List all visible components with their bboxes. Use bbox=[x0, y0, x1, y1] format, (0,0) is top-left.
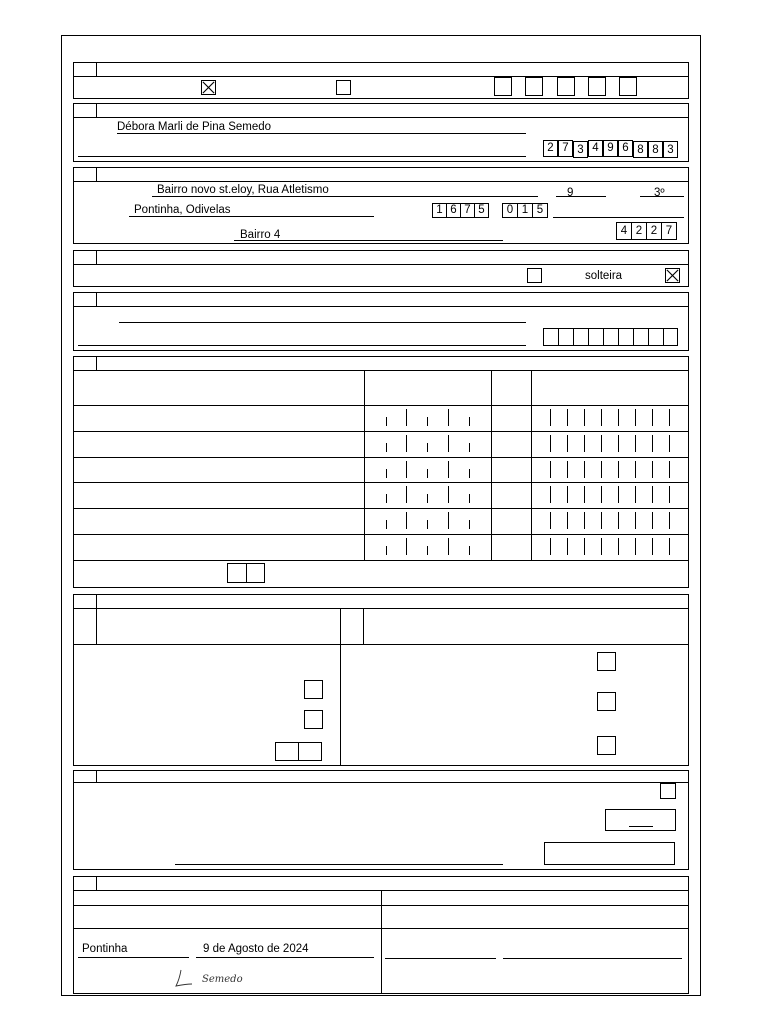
civil-status-checkbox-checked[interactable] bbox=[665, 268, 680, 283]
nif-box-divider bbox=[652, 512, 653, 529]
right-option-checkbox-3[interactable] bbox=[597, 736, 616, 755]
nif-box-divider bbox=[635, 409, 636, 426]
date-tick bbox=[469, 494, 470, 503]
nif-box-divider bbox=[584, 409, 585, 426]
nif-box-divider bbox=[635, 512, 636, 529]
postal-suffix-boxes[interactable] bbox=[502, 203, 548, 218]
col-divider bbox=[96, 609, 97, 645]
box-divider bbox=[573, 329, 574, 345]
nif-box-divider bbox=[550, 512, 551, 529]
postal-suffix-digit: 1 bbox=[517, 203, 533, 218]
nif-box-divider bbox=[652, 538, 653, 555]
locality-line bbox=[129, 216, 374, 217]
section-7-number-cell bbox=[74, 595, 97, 608]
date-tick bbox=[469, 443, 470, 452]
nif-box-divider bbox=[652, 461, 653, 478]
nif-box-divider bbox=[584, 435, 585, 452]
nif-box-divider bbox=[618, 512, 619, 529]
box-divider bbox=[633, 329, 634, 345]
date-tick bbox=[427, 494, 428, 503]
date-tick bbox=[406, 538, 407, 555]
date-tick bbox=[386, 494, 387, 503]
date-tick bbox=[448, 486, 449, 503]
date-tick bbox=[448, 435, 449, 452]
nif-box-divider bbox=[669, 486, 670, 503]
nif-box-divider bbox=[584, 512, 585, 529]
nif-digit: 2 bbox=[543, 140, 558, 157]
section-9-number-cell bbox=[74, 877, 97, 890]
nif-box-divider bbox=[550, 538, 551, 555]
area-value: Bairro 4 bbox=[240, 229, 281, 241]
section-6-number-cell bbox=[74, 357, 97, 370]
signature-date: 9 de Agosto de 2024 bbox=[203, 943, 309, 955]
col-divider bbox=[340, 609, 341, 765]
section-8-number-cell bbox=[74, 771, 97, 782]
date-tick bbox=[427, 520, 428, 529]
nif-digit: 8 bbox=[633, 141, 648, 158]
option-checkbox-empty[interactable] bbox=[336, 80, 351, 95]
nif-box-divider bbox=[669, 538, 670, 555]
section-5-number-cell bbox=[74, 293, 97, 306]
nif-box-divider bbox=[567, 409, 568, 426]
nif-digit: 4 bbox=[588, 140, 603, 157]
col-divider bbox=[363, 609, 364, 645]
area-code-boxes[interactable] bbox=[616, 222, 678, 240]
section-8-line bbox=[175, 864, 503, 865]
code-box-2[interactable] bbox=[525, 77, 543, 96]
second-line bbox=[78, 156, 526, 157]
date-tick bbox=[448, 512, 449, 529]
date-and-nif-ticks bbox=[74, 371, 688, 561]
box-divider bbox=[618, 329, 619, 345]
nif-digit-boxes[interactable] bbox=[543, 140, 678, 158]
date-tick bbox=[406, 461, 407, 478]
row-line bbox=[74, 905, 688, 906]
section-8-wide-field[interactable] bbox=[544, 842, 675, 865]
door-number-value: 9 bbox=[567, 187, 574, 199]
name-value: Débora Marli de Pina Semedo bbox=[117, 121, 272, 133]
postal-code-boxes[interactable] bbox=[432, 203, 492, 218]
nif-box-divider bbox=[635, 538, 636, 555]
section-9-header bbox=[73, 876, 689, 891]
civil-status-label: solteira bbox=[585, 270, 623, 282]
nif-box-divider bbox=[550, 409, 551, 426]
postal-digit: 7 bbox=[460, 203, 475, 218]
area-code-digit: 7 bbox=[661, 222, 677, 240]
date-tick bbox=[448, 538, 449, 555]
area-code-digit: 2 bbox=[646, 222, 662, 240]
left-option-checkbox-2[interactable] bbox=[304, 710, 323, 729]
nif-box-divider bbox=[567, 461, 568, 478]
nif-box-divider bbox=[601, 486, 602, 503]
nif-box-divider bbox=[601, 512, 602, 529]
left-count-boxes[interactable] bbox=[275, 742, 322, 761]
code-box-1[interactable] bbox=[494, 77, 512, 96]
nif-box-divider bbox=[669, 435, 670, 452]
nif-digit: 8 bbox=[648, 141, 663, 158]
section-4-number-cell bbox=[74, 251, 97, 264]
dependents-count-boxes[interactable] bbox=[227, 563, 265, 583]
nif-box-divider bbox=[601, 538, 602, 555]
nif-box-divider bbox=[550, 435, 551, 452]
box-divider bbox=[298, 743, 299, 760]
nif-box-divider bbox=[567, 486, 568, 503]
section-2-header bbox=[73, 103, 689, 118]
section-3-number-cell bbox=[74, 168, 97, 181]
date-tick bbox=[386, 546, 387, 555]
right-option-checkbox-2[interactable] bbox=[597, 692, 616, 711]
code-box-4[interactable] bbox=[588, 77, 606, 96]
right-sign-line-2 bbox=[503, 958, 682, 959]
nif-box-divider bbox=[669, 461, 670, 478]
postal-digit: 1 bbox=[432, 203, 447, 218]
section-5-header bbox=[73, 292, 689, 307]
nif-box-divider bbox=[601, 409, 602, 426]
locality-value: Pontinha, Odivelas bbox=[134, 204, 231, 216]
spouse-second-line bbox=[78, 345, 526, 346]
nif-digit: 6 bbox=[618, 140, 633, 157]
row-line bbox=[74, 928, 688, 929]
date-tick bbox=[386, 520, 387, 529]
nif-box-divider bbox=[652, 486, 653, 503]
area-code-digit: 4 bbox=[616, 222, 632, 240]
nif-digit: 9 bbox=[603, 140, 618, 157]
area-line bbox=[234, 240, 503, 241]
signature-date-line bbox=[196, 957, 374, 958]
section-3-header bbox=[73, 167, 689, 182]
section-9-body bbox=[73, 890, 689, 994]
section-1-number-cell bbox=[74, 63, 97, 76]
field-underline bbox=[629, 826, 653, 827]
date-tick bbox=[406, 512, 407, 529]
section-8-small-field[interactable] bbox=[605, 809, 676, 831]
date-tick bbox=[406, 409, 407, 426]
postal-digit: 5 bbox=[474, 203, 489, 218]
nif-box-divider bbox=[618, 409, 619, 426]
nif-box-divider bbox=[567, 538, 568, 555]
nif-digit: 3 bbox=[663, 141, 678, 158]
section-8-checkbox[interactable] bbox=[660, 783, 676, 799]
date-tick bbox=[427, 469, 428, 478]
street-line bbox=[152, 196, 538, 197]
nif-box-divider bbox=[584, 486, 585, 503]
nif-box-divider bbox=[550, 486, 551, 503]
nif-box-divider bbox=[567, 435, 568, 452]
nif-box-divider bbox=[618, 538, 619, 555]
code-box-3[interactable] bbox=[557, 77, 575, 96]
col-divider bbox=[381, 891, 382, 993]
date-tick bbox=[386, 469, 387, 478]
section-2-number-cell bbox=[74, 104, 97, 117]
dependents-table bbox=[73, 370, 689, 588]
date-tick bbox=[427, 417, 428, 426]
postal-digit: 6 bbox=[446, 203, 461, 218]
date-tick bbox=[386, 417, 387, 426]
postal-suffix-digit: 0 bbox=[502, 203, 518, 218]
signature-place: Pontinha bbox=[82, 943, 128, 955]
box-divider bbox=[246, 564, 247, 582]
box-divider bbox=[558, 329, 559, 345]
date-tick bbox=[448, 409, 449, 426]
nif-box-divider bbox=[652, 435, 653, 452]
date-tick bbox=[406, 435, 407, 452]
box-divider bbox=[648, 329, 649, 345]
section-1-header bbox=[73, 62, 689, 77]
nif-box-divider bbox=[669, 512, 670, 529]
nif-box-divider bbox=[584, 461, 585, 478]
nif-box-divider bbox=[584, 538, 585, 555]
right-sign-line-1 bbox=[385, 958, 496, 959]
nif-box-divider bbox=[601, 461, 602, 478]
section-4-header bbox=[73, 250, 689, 265]
nif-box-divider bbox=[601, 435, 602, 452]
street-value: Bairro novo st.eloy, Rua Atletismo bbox=[157, 184, 329, 196]
door-number-line bbox=[556, 196, 606, 197]
postal-suffix-digit: 5 bbox=[532, 203, 548, 218]
section-7-header bbox=[73, 594, 689, 609]
code-box-5[interactable] bbox=[619, 77, 637, 96]
svg-text:Semedo: Semedo bbox=[202, 974, 243, 985]
right-option-checkbox-1[interactable] bbox=[597, 652, 616, 671]
nif-box-divider bbox=[652, 409, 653, 426]
row-line bbox=[74, 644, 688, 645]
civil-status-checkbox-empty[interactable] bbox=[527, 268, 542, 283]
box-divider bbox=[663, 329, 664, 345]
option-checkbox-checked[interactable] bbox=[201, 80, 216, 95]
date-tick bbox=[469, 469, 470, 478]
date-tick bbox=[386, 443, 387, 452]
nif-box-divider bbox=[618, 435, 619, 452]
box-divider bbox=[603, 329, 604, 345]
nif-digit: 3 bbox=[573, 141, 588, 158]
nif-digit: 7 bbox=[558, 140, 573, 157]
left-option-checkbox-1[interactable] bbox=[304, 680, 323, 699]
nif-box-divider bbox=[618, 461, 619, 478]
nif-box-divider bbox=[635, 435, 636, 452]
postal-locality-line bbox=[553, 217, 684, 218]
nif-box-divider bbox=[669, 409, 670, 426]
floor-value: 3º bbox=[654, 187, 665, 199]
date-tick bbox=[427, 443, 428, 452]
date-tick bbox=[448, 461, 449, 478]
floor-line bbox=[640, 196, 684, 197]
date-tick bbox=[469, 520, 470, 529]
name-line bbox=[117, 133, 526, 134]
spouse-nif-boxes[interactable] bbox=[543, 328, 678, 346]
spouse-name-line bbox=[119, 322, 526, 323]
date-tick bbox=[406, 486, 407, 503]
nif-box-divider bbox=[618, 486, 619, 503]
date-tick bbox=[469, 417, 470, 426]
nif-box-divider bbox=[635, 486, 636, 503]
date-tick bbox=[427, 546, 428, 555]
section-6-header bbox=[73, 356, 689, 371]
nif-box-divider bbox=[550, 461, 551, 478]
nif-box-divider bbox=[635, 461, 636, 478]
handwritten-signature bbox=[172, 966, 252, 990]
signature-place-line bbox=[78, 957, 189, 958]
area-code-digit: 2 bbox=[631, 222, 647, 240]
box-divider bbox=[588, 329, 589, 345]
date-tick bbox=[469, 546, 470, 555]
nif-box-divider bbox=[567, 512, 568, 529]
